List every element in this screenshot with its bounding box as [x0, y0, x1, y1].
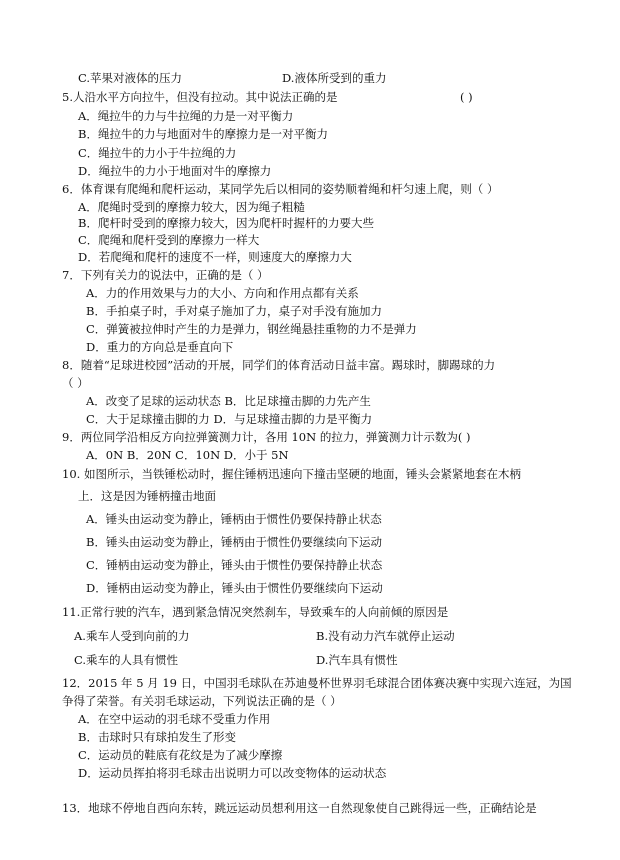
- q12-stem: 12．2015 年 5 月 19 日，中国羽毛球队在苏迪曼杯世界羽毛球混合团体赛决赛中实现六连冠，为国: [62, 676, 572, 690]
- q12-option-d: D．运动员挥拍将羽毛球击出说明力可以改变物体的运动状态: [78, 766, 387, 780]
- q7-stem: 7．下列有关力的说法中，正确的是（ ）: [62, 268, 269, 282]
- q12-option-b: B．击球时只有球拍发生了形变: [78, 730, 236, 744]
- q7-option-d: D．重力的方向总是垂直向下: [86, 340, 234, 354]
- q6-stem: 6．体育课有爬绳和爬杆运动，某同学先后以相同的姿势顺着绳和杆匀速上爬，则（ ）: [62, 182, 499, 196]
- q4-option-c: C.苹果对液体的压力: [78, 71, 183, 85]
- q8-options-ab: A．改变了足球的运动状态 B．比足球撞击脚的力先产生: [86, 394, 371, 408]
- q6-option-c: C．爬绳和爬杆受到的摩擦力一样大: [78, 233, 260, 247]
- q11-stem: 11.正常行驶的汽车，遇到紧急情况突然刹车，导致乘车的人向前倾的原因是: [62, 605, 449, 619]
- q13-stem: 13．地球不停地自西向东转，跳远运动员想利用这一自然现象使自己跳得远一些，正确结论是: [62, 801, 537, 815]
- q6-option-d: D．若爬绳和爬杆的速度不一样，则速度大的摩擦力大: [78, 250, 352, 264]
- q10-option-b: B．锤头由运动变为静止，锤柄由于惯性仍要继续向下运动: [86, 535, 382, 549]
- q7-option-b: B．手拍桌子时，手对桌子施加了力，桌子对手没有施加力: [86, 304, 382, 318]
- q5-option-a: A．绳拉牛的力与牛拉绳的力是一对平衡力: [78, 109, 294, 123]
- q5-option-d: D．绳拉牛的力小于地面对牛的摩擦力: [78, 164, 272, 178]
- q10-option-a: A．锤头由运动变为静止，锤柄由于惯性仍要保持静止状态: [86, 512, 382, 526]
- q12-option-c: C．运动员的鞋底有花纹是为了减少摩擦: [78, 748, 283, 762]
- q10-stem-continued: 上．这是因为锤柄撞击地面: [78, 489, 216, 503]
- q11-option-a: A.乘车人受到向前的力: [74, 629, 190, 643]
- q11-option-b: B.没有动力汽车就停止运动: [316, 629, 455, 643]
- q5-option-c: C．绳拉牛的力小于牛拉绳的力: [78, 146, 237, 160]
- q11-option-d: D.汽车具有惯性: [316, 653, 398, 667]
- q7-option-c: C．弹簧被拉伸时产生的力是弹力，钢丝绳悬挂重物的力不是弹力: [86, 322, 417, 336]
- q9-options: A．0N B．20N C．10N D．小于 5N: [86, 448, 289, 462]
- q10-stem: 10. 如图所示，当铁锤松动时，握住锤柄迅速向下撞击坚硬的地面，锤头会紧紧地套在木柄: [62, 467, 521, 481]
- q7-option-a: A．力的作用效果与力的大小、方向和作用点都有关系: [86, 286, 359, 300]
- q10-option-d: D．锤柄由运动变为静止，锤头由于惯性仍要继续向下运动: [86, 581, 383, 595]
- q8-answer-paren: （ ）: [62, 376, 89, 390]
- q6-option-a: A．爬绳时受到的摩擦力较大，因为绳子粗糙: [78, 200, 305, 214]
- q5-option-b: B．绳拉牛的力与地面对牛的摩擦力是一对平衡力: [78, 127, 328, 141]
- q9-stem: 9．两位同学沿相反方向拉弹簧测力计，各用 10N 的拉力，弹簧测力计示数为( ): [62, 430, 471, 444]
- q11-option-c: C.乘车的人具有惯性: [74, 653, 179, 667]
- q12-stem-continued: 争得了荣誉。有关羽毛球运动，下列说法正确的是（ ）: [62, 694, 342, 708]
- q10-option-c: C．锤柄由运动变为静止，锤头由于惯性仍要保持静止状态: [86, 558, 383, 572]
- q5-answer-paren: ( ): [460, 90, 473, 104]
- q4-option-d: D.液体所受到的重力: [282, 71, 387, 85]
- q8-options-cd: C．大于足球撞击脚的力 D．与足球撞击脚的力是平衡力: [86, 412, 373, 426]
- q8-stem: 8．随着“足球进校园”活动的开展，同学们的体育活动日益丰富。踢球时，脚踢球的力: [62, 358, 496, 372]
- q12-option-a: A．在空中运动的羽毛球不受重力作用: [78, 712, 271, 726]
- q6-option-b: B．爬杆时受到的摩擦力较大，因为爬杆时握杆的力要大些: [78, 216, 374, 230]
- q5-stem: 5.人沿水平方向拉牛，但没有拉动。其中说法正确的是: [62, 90, 338, 104]
